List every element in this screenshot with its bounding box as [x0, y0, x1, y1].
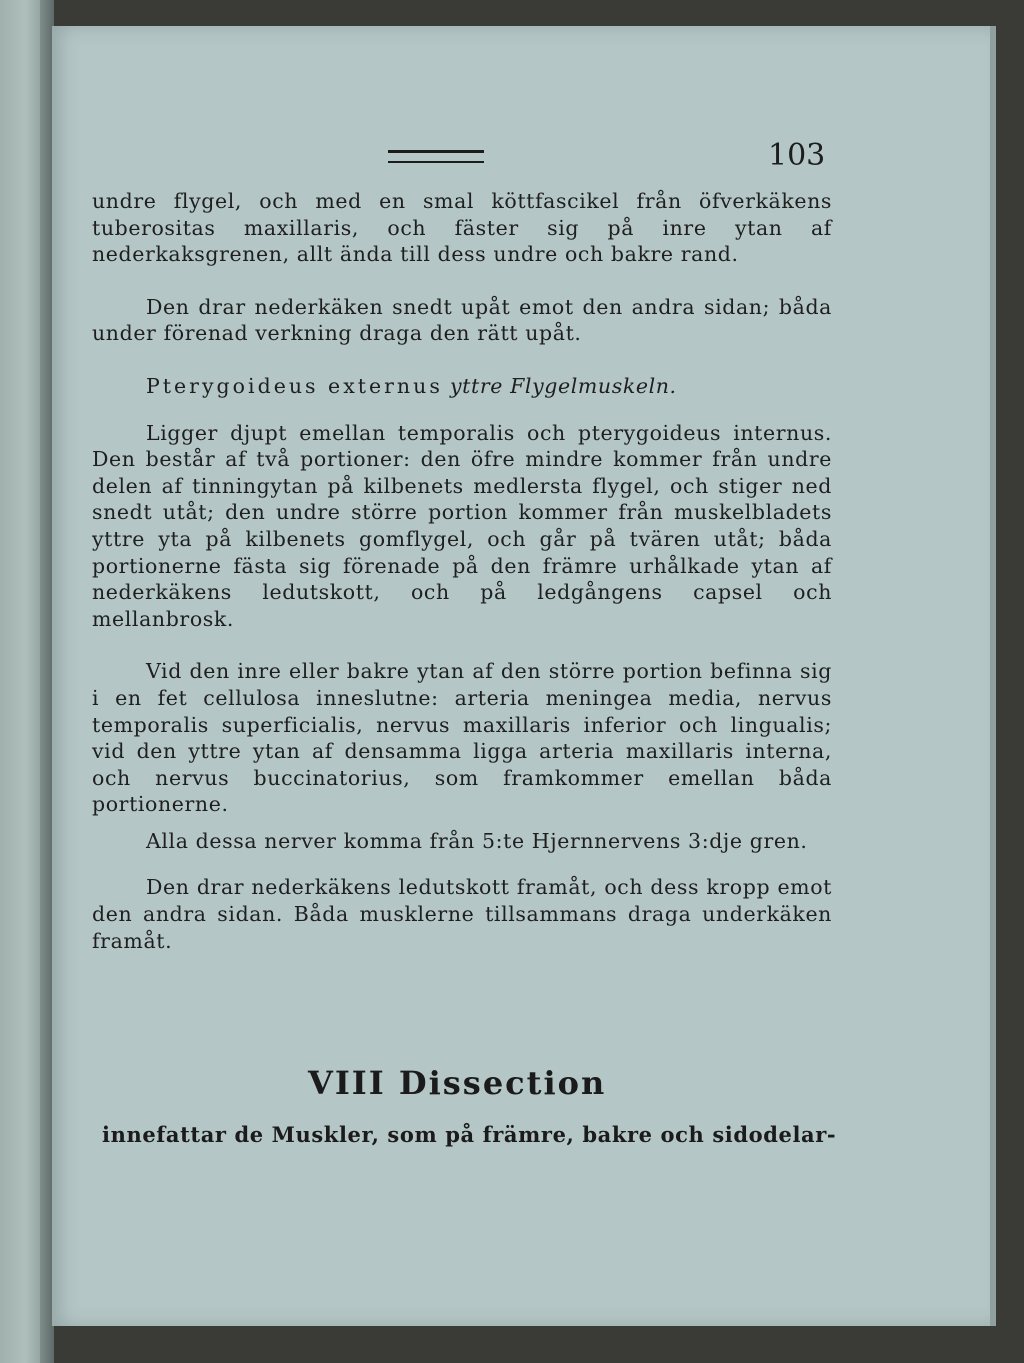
- paragraph: Den drar nederkäkens ledutskott framåt, och dess kropp emot den andra sidan. Båda musklerne tillsammans draga underkäken framåt.: [92, 875, 832, 953]
- book-page: [52, 26, 996, 1326]
- body-text: [92, 188, 832, 954]
- paragraph: undre flygel, och med en smal köttfascikel från öfverkäkens tuberositas maxillaris, och fäster sig på inre ytan af nederkaksgrenen, allt ända till dess undre och bakre rand.: [92, 189, 832, 267]
- muscle-name-latin: Pterygoideus externus: [146, 373, 443, 398]
- section-subheading: innefattar de Muskler, som på främre, bakre och sidodelar-: [102, 1122, 837, 1147]
- page-number: 103: [768, 138, 826, 173]
- paragraph: Ligger djupt emellan temporalis och pterygoideus internus. Den består af två portioner: den öfre mindre kommer från undre delen af tinningytan på kilbenets medlersta flygel, och stiger ned snedt utåt; den undre större portion kommer från muskelbladets yttre yta på kilbenets gomflygel, och går på tvären utåt; båda portionerne fästa sig förenade på den främre urhålkade ytan af nederkäkens ledutskott, och på ledgångens capsel och mellanbrosk.: [92, 420, 832, 631]
- section-heading: VIII Dissection: [308, 1064, 607, 1102]
- paragraph: Den drar nederkäken snedt upåt emot den andra sidan; båda under förenad verkning draga den rätt upåt.: [92, 294, 832, 346]
- paragraph: Alla dessa nerver komma från 5:te Hjernnervens 3:dje gren.: [146, 828, 808, 853]
- muscle-heading: [92, 373, 832, 400]
- paragraph: Vid den inre eller bakre ytan af den större portion befinna sig i en fet cellulosa inneslutne: arteria meningea media, nervus temporalis superficialis, nervus maxillaris inferior och lingualis; vid den yttre ytan af densamma ligga arteria maxillaris interna, och nervus buccinatorius, som framkommer emellan båda portionerne.: [92, 659, 832, 817]
- muscle-name-swedish: yttre Flygelmuskeln.: [449, 373, 677, 398]
- header-rule: [388, 150, 484, 163]
